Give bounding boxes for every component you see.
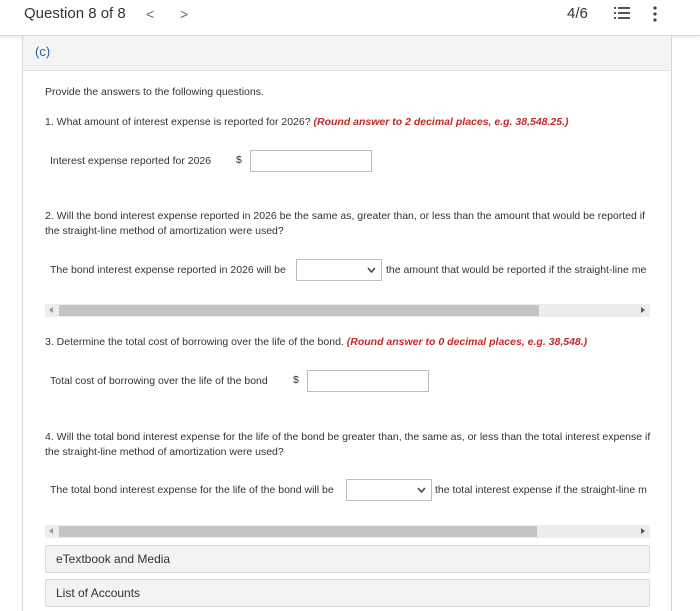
interest-expense-label: Interest expense reported for 2026 <box>50 155 212 167</box>
question-toolbar <box>0 0 700 36</box>
scroll-thumb[interactable] <box>59 305 539 316</box>
question-4-text: 4. Will the total bond interest expense for the life of the bond be greater than, the same as, or less than the total interest expense if the straight-line method of amortization were used? <box>45 431 651 458</box>
question-1-rounding-note: (Round answer to 2 decimal places, e.g. 38,548.25.) <box>313 116 569 128</box>
scroll-thumb[interactable] <box>59 526 537 537</box>
currency-symbol: $ <box>236 154 242 166</box>
question-3 <box>45 336 587 348</box>
chevron-down-icon <box>367 266 376 274</box>
question-3-text: 3. Determine the total cost of borrowing over the life of the bond. <box>45 336 344 348</box>
more-options-icon[interactable] <box>652 5 658 23</box>
etextbook-media-button[interactable]: eTextbook and Media <box>45 545 650 573</box>
chevron-down-icon <box>417 486 426 494</box>
scroll-left-arrow-icon[interactable] <box>49 307 53 313</box>
previous-question-button[interactable]: < <box>146 6 155 22</box>
question-2-label-after: the amount that would be reported if the straight-line me <box>386 264 647 276</box>
comparison-2026-select[interactable] <box>296 259 382 281</box>
question-4-label-before: The total bond interest expense for the life of the bond will be <box>50 484 334 496</box>
scroll-right-arrow-icon[interactable] <box>641 307 645 313</box>
horizontal-scrollbar-1[interactable] <box>45 304 650 317</box>
question-1 <box>45 116 569 128</box>
question-2-label-before: The bond interest expense reported in 2026 will be <box>50 264 286 276</box>
interest-expense-input[interactable] <box>250 150 372 172</box>
total-cost-input[interactable] <box>307 370 429 392</box>
question-title: Question 8 of 8 <box>24 5 126 22</box>
question-list-icon[interactable] <box>614 6 630 20</box>
part-header <box>23 36 671 71</box>
instructions-text: Provide the answers to the following questions. <box>45 86 264 98</box>
currency-symbol: $ <box>293 374 299 386</box>
question-1-text: 1. What amount of interest expense is reported for 2026? <box>45 116 311 128</box>
part-label: (c) <box>35 44 51 59</box>
question-4-label-after: the total interest expense if the straight-line m <box>435 484 647 496</box>
question-3-rounding-note: (Round answer to 0 decimal places, e.g. 38,548.) <box>346 336 588 348</box>
question-2-text: 2. Will the bond interest expense reported in 2026 be the same as, greater than, or less than the amount that would be reported if the straight-line method of amortization were used? <box>45 210 646 237</box>
question-panel <box>22 36 672 611</box>
progress-indicator: 4/6 <box>567 5 588 22</box>
comparison-life-select[interactable] <box>346 479 432 501</box>
total-cost-label: Total cost of borrowing over the life of the bond <box>50 375 268 387</box>
list-of-accounts-button[interactable]: List of Accounts <box>45 579 650 607</box>
next-question-button[interactable]: > <box>180 6 189 22</box>
scroll-right-arrow-icon[interactable] <box>641 528 645 534</box>
scroll-left-arrow-icon[interactable] <box>49 528 53 534</box>
horizontal-scrollbar-2[interactable] <box>45 525 650 538</box>
